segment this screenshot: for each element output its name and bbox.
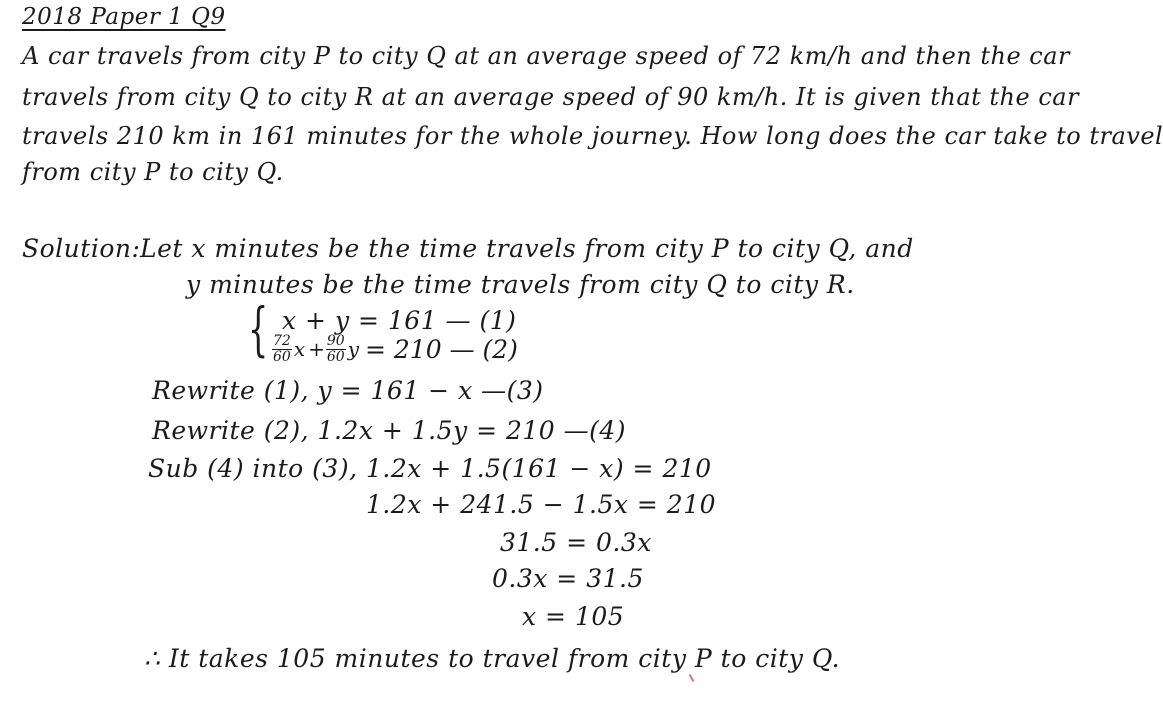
question-title: 2018 Paper 1 Q9 (22, 4, 226, 30)
variable-y: y (347, 337, 360, 362)
fraction-denominator: 60 (273, 348, 291, 365)
fraction-numerator: 90 (326, 333, 345, 349)
variable-x: x (293, 337, 306, 362)
step-expand: 1.2x + 241.5 − 1.5x = 210 (366, 490, 717, 519)
plus-sign: + (308, 337, 325, 362)
question-line-4: from city P to city Q. (22, 158, 284, 186)
fraction-denominator: 60 (326, 348, 345, 365)
equation-2 (272, 334, 518, 364)
solution-let-line-2: y minutes be the time travels from city Q to city R. (186, 270, 855, 299)
equation-2-rhs: = 210 — (2) (365, 334, 518, 364)
fraction-90-over-60 (326, 334, 346, 364)
solution-label: Solution: (22, 234, 141, 263)
step-result: x = 105 (522, 602, 625, 631)
step-rewrite-1: Rewrite (1), y = 161 − x —(3) (152, 376, 544, 405)
equation-1: x + y = 161 — (1) (282, 306, 517, 335)
system-brace: { (248, 295, 269, 363)
step-rewrite-2: Rewrite (2), 1.2x + 1.5y = 210 —(4) (152, 416, 627, 445)
step-swap: 0.3x = 31.5 (492, 564, 644, 593)
step-substitute: Sub (4) into (3), 1.2x + 1.5(161 − x) = 210 (148, 454, 712, 483)
fraction-numerator: 72 (273, 333, 291, 349)
question-line-1: A car travels from city P to city Q at an average speed of 72 km/h and then the car (22, 42, 1071, 70)
question-line-2: travels from city Q to city R at an average speed of 90 km/h. It is given that the car (22, 83, 1080, 111)
fraction-72-over-60 (272, 334, 292, 364)
step-rearrange: 31.5 = 0.3x (500, 528, 652, 557)
question-line-3: travels 210 km in 161 minutes for the whole journey. How long does the car take to travel (22, 122, 1163, 150)
conclusion: ∴ It takes 105 minutes to travel from city P to city Q. (144, 644, 841, 673)
solution-let-line-1: Let x minutes be the time travels from city P to city Q, and (140, 234, 914, 263)
